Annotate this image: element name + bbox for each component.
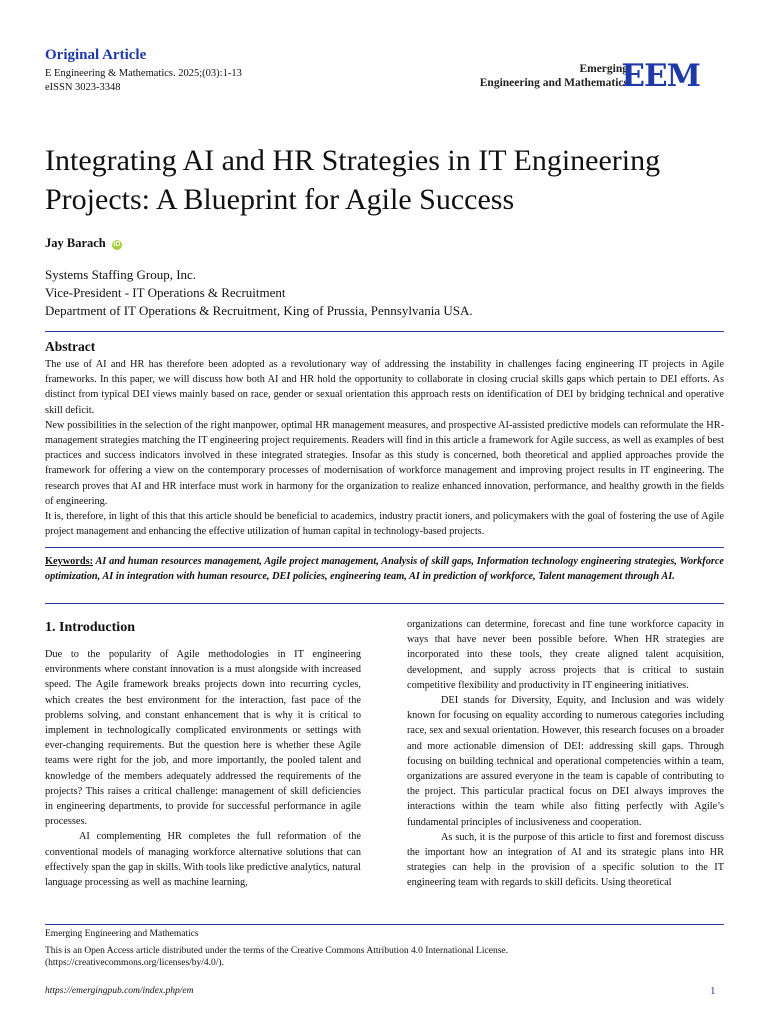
body-paragraph: DEI stands for Diversity, Equity, and Inclusion and was widely known for focusing on equality according to numerous categories including race, sex and sexual orientation. However, this research focuses on a broader and more actionable dimension of DEI: addressing skill gaps. Through focusing on building technical and operational competencies within a team, organizations are assured everyone in the team is capable of contributing to the project. This particular practical focus on DEI always improves the interactions within the team while also fitting perfectly with Agile’s fundamental principles of inclusiveness and cooperation.	[407, 695, 724, 828]
body-paragraph: Due to the popularity of Agile methodologies in IT engineering environments where constant innovation is a must alongside with increased speed. The Agile framework breaks projects down into recurring cycles, which creates the best environment for the interaction, fast pace of the problems solving, and constant enhancement that is why it is critical to implement in technologically complicated environments or settings with ever-changing requirements. But the question here is whether these Agile teams were right for the job, and more importantly, the pooled talent and knowledge of the members adequately addressed the requirements of the projects? This raises a critical challenge: management of skill deficiencies in engineering departments, to provide for successful performance in agile processes.	[45, 649, 361, 828]
body-paragraph: AI complementing HR completes the full reformation of the conventional models of managing workforce alternative solutions that can effectively span the gap in skills. With tools like predictive analytics, natural language processing as well as machine learning,	[45, 831, 361, 889]
keywords-label: Keywords:	[45, 556, 94, 567]
keywords-list: AI and human resources management, Agile project management, Analysis of skill gaps, Information technology engineering strategies, Workforce optimization, AI in integration with human resource, DEI policies, engineering team, AI in prediction of workforce, Talent management through AI.	[45, 556, 724, 583]
license-line: This is an Open Access article distributed under the terms of the Creative Commons Attribution 4.0 International License.	[45, 946, 509, 956]
license-link[interactable]: (https://creativecommons.org/licenses/by/4.0/).	[45, 958, 224, 968]
author	[45, 236, 122, 251]
journal-url[interactable]: https://emergingpub.com/index.php/em	[45, 986, 194, 996]
abstract-paragraph: The use of AI and HR has therefore been adopted as a revolutionary way of addressing the instability in challenges facing engineering IT projects in Agile frameworks. In this paper, we will discuss how both AI and HR hold the opportunity to collaborate in closing crucial skills gaps which pertain to DEI efforts. As distinct from typical DEI views mainly based on race, gender or sexual orientation this approach rests on identification of DEI by bridging technical and operative skill deficit.	[45, 359, 724, 416]
divider	[45, 331, 724, 332]
left-column	[45, 647, 361, 890]
license-notice	[45, 945, 605, 969]
journal-logo-text	[480, 62, 628, 90]
author-name: Jay Barach	[45, 236, 106, 250]
eissn: eISSN 3023-3348	[45, 82, 121, 93]
affiliation-line: Systems Staffing Group, Inc.	[45, 267, 197, 282]
citation: E Engineering & Mathematics. 2025;(03):1-13	[45, 68, 242, 79]
body-paragraph: As such, it is the purpose of this article to first and foremost discuss the important how an integration of AI and its strategic plans into HR strategies can help in the provision of a specific solution to the IT engineering team with regards to skill deficits. Using theoretical	[407, 831, 724, 889]
abstract-paragraph: It is, therefore, in light of this that this article should be beneficial to academics, industry practit ioners, and policymakers with the goal of fostering the use of Agile project management and enhancing the effective utilization of human capital in technology-based projects.	[45, 511, 724, 538]
affiliation-line: Department of IT Operations & Recruitment, King of Prussia, Pennsylvania USA.	[45, 303, 473, 318]
body-paragraph: organizations can determine, forecast and fine tune workforce capacity in ways that have never been possible before. When HR strategies are incorporated into these tools, they create aligned talent acquisition, development, and supply across projects that is critical to sustain competitive flexibility and productivity in IT engineering initiatives.	[407, 619, 724, 691]
logo-line-2: Engineering and Mathematics	[479, 77, 628, 89]
abstract-paragraph: New possibilities in the selection of the right manpower, optimal HR management measures, and prospective AI-assisted predictive models can reformulate the HR-management strategies matching the IT engineering project requirements. Readers will find in this article a framework for Agile success, as well as examples of best practices and success indicators involved in these integrated strategies. Insofar as this study is concerned, both theoretical and applied approaches provide the framework for offering a view on the contemporary processes of modernisation of workforce management and improving project results in IT engineering. The research proves that AI and HR interface must work in harmony for the organization to realize enhanced innovation, performance, and healthy growth in the fields of engineering.	[45, 419, 724, 507]
footer-divider	[45, 924, 724, 925]
right-column	[407, 617, 724, 891]
divider	[45, 547, 724, 548]
logo-line-1: Emerging	[579, 63, 628, 75]
orcid-icon[interactable]: iD	[113, 241, 121, 248]
keywords	[45, 554, 724, 584]
journal-logo-mark: EEM	[621, 58, 700, 94]
affiliation-line: Vice-President - IT Operations & Recruitment	[45, 285, 286, 300]
abstract-body	[45, 357, 724, 539]
section-heading: 1. Introduction	[45, 620, 135, 635]
footer-journal: Emerging Engineering and Mathematics	[45, 929, 199, 939]
divider	[45, 603, 724, 604]
page-number: 1	[710, 985, 716, 997]
affiliations	[45, 266, 473, 320]
page-title: Integrating AI and HR Strategies in IT Engineering Projects: A Blueprint for Agile Success	[45, 144, 661, 216]
abstract-heading: Abstract	[45, 339, 96, 354]
article-type: Original Article	[45, 47, 147, 63]
